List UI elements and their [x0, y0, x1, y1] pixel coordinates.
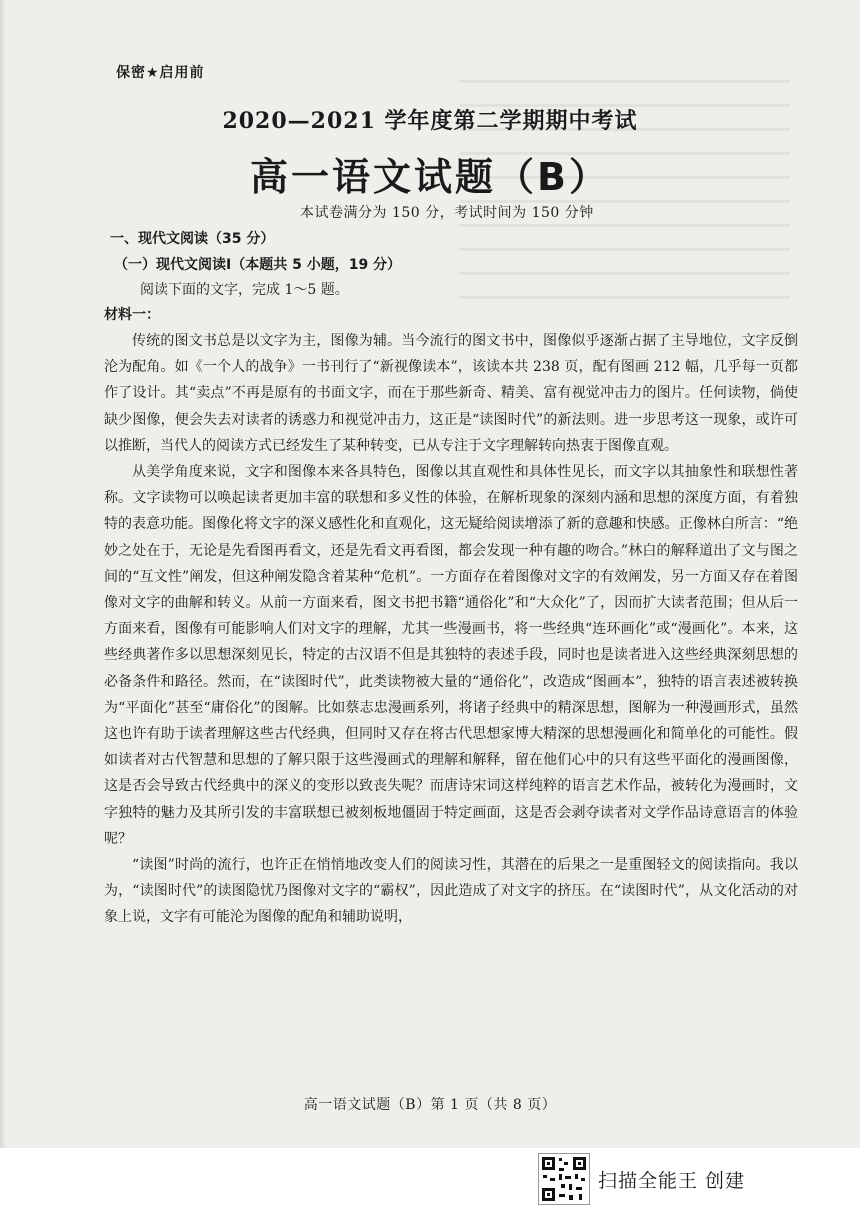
passage-paragraph-2: 从美学角度来说，文字和图像本来各具特色，图像以其直观性和具体性见长，而文字以其抽象性和联想性著称。文字读物可以唤起读者更加丰富的联想和多义性的体验，在解析现象的深刻内涵和思想的深度方面，有着独特的表意功能。图像化将文字的深义感性化和直观化，这无疑给阅读增添了新的意趣和快感。正像林白所言：“绝妙之处在于，无论是先看图再看文，还是先看文再看图，都会发现一种有趣的吻合。”林白的解释道出了文与图之间的“互文性”阐发，但这种阐发隐含着某种“危机”。一方面存在着图像对文字的有效阐发，另一方面又存在着图像对文字的曲解和转义。从前一方面来看，图文书把书籍“通俗化”和“大众化”了，因而扩大读者范围；但从后一方面来看，图像有可能影响人们对文字的理解，尤其一些漫画书，将一些经典“连环画化”或“漫画化”。本来，这些经典著作多以思想深刻见长，特定的古汉语不但是其独特的表述手段，同时也是读者进入这些经典深刻思想的必备条件和路径。然而，在“读图时代”，此类读物被大量的“通俗化”，改造成“图画本”，独特的语言表述被转换为“平面化”甚至“庸俗化”的图解。比如蔡志忠漫画系列，将诸子经典中的精深思想，图解为一种漫画形式，虽然这也许有助于读者理解这些古代经典，但同时又存在将古代思想家博大精深的思想漫画化和简单化的可能性。假如读者对古代智慧和思想的了解只限于这些漫画式的理解和解释，留在他们心中的只有这些平面化的漫画图像，这是否会导致古代经典中的深义的变形以致丧失呢？而唐诗宋词这样纯粹的语言艺术作品，被转化为漫画时，文字独特的魅力及其所引发的丰富联想已被刻板地僵固于特定画面，这是否会剥夺读者对文学作品诗意语言的体验呢？	[104, 464, 798, 847]
qr-code-icon	[538, 1153, 590, 1205]
scanner-brand-label: 扫描全能王 创建	[598, 1170, 746, 1192]
exam-info: 本试卷满分为 150 分，考试时间为 150 分钟	[300, 205, 594, 221]
section-heading: 一、现代文阅读（35 分）	[110, 231, 275, 247]
passage-body	[104, 328, 798, 931]
reading-instruction: 阅读下面的文字，完成 1～5 题。	[140, 282, 349, 298]
confidential-label: 保密★启用前	[116, 65, 205, 81]
passage-paragraph-1: 传统的图文书总是以文字为主，图像为辅。当今流行的图文书中，图像似乎逐渐占据了主导地位，文字反倒沦为配角。如《一个人的战争》一书刊行了“新视像读本”，该读本共 238 页，配有图画 212 幅，几乎每一页都作了设计。其“卖点”不再是原有的书面文字，而在于那些新奇、精美、富有视觉冲击力的图片。任何读物，倘使缺少图像，便会失去对读者的诱惑力和视觉冲击力，这正是“读图时代”的新法则。进一步思考这一现象，或许可以推断，当代人的阅读方式已经发生了某种转变，已从专注于文字理解转向热衷于图像直观。	[104, 333, 798, 454]
section-subheading: （一）现代文阅读Ⅰ（本题共 5 小题，19 分）	[114, 257, 402, 273]
page-footer: 高一语文试题（B）第 1 页（共 8 页）	[303, 1097, 557, 1113]
material-label: 材料一：	[104, 307, 160, 323]
exam-title: 2020—2021 学年度第二学期期中考试	[222, 108, 638, 134]
passage-paragraph-3: “读图”时尚的流行，也许正在悄悄地改变人们的阅读习性，其潜在的后果之一是重图轻文的阅读指向。我以为，“读图时代”的读图隐忧乃图像对文字的“霸权”，因此造成了对文字的挤压。在“读图时代”，从文化活动的对象上说，文字有可能沦为图像的配角和辅助说明，	[104, 857, 798, 926]
paper-title: 高一语文试题（B）	[250, 155, 610, 199]
